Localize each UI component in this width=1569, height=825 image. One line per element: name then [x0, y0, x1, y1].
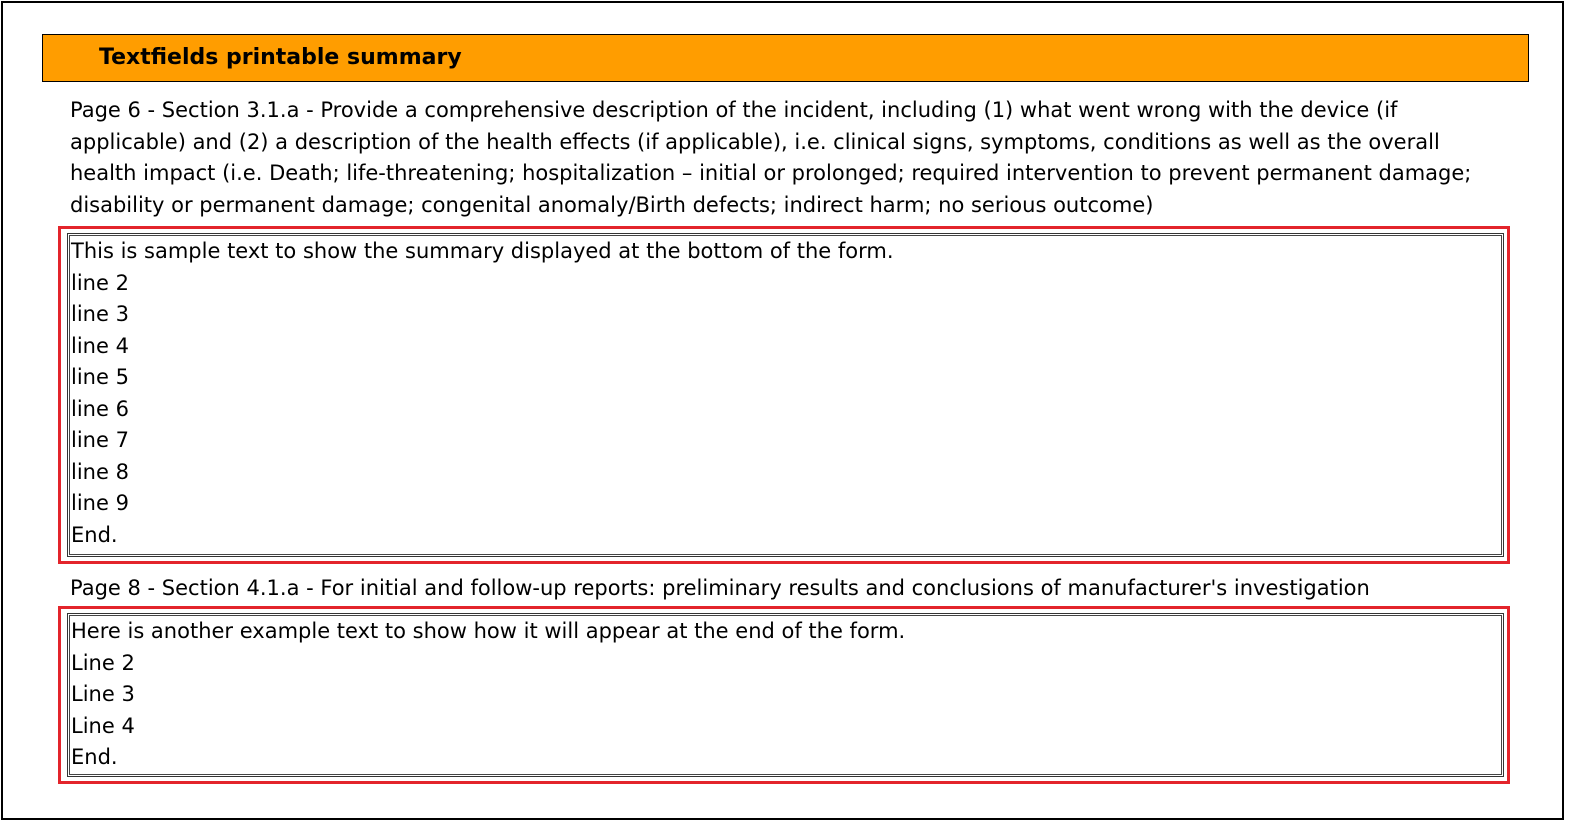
textfield-line: Line 2 [71, 650, 135, 675]
textfield-line: line 2 [71, 270, 129, 295]
section-4-1-a-textfield [67, 613, 1504, 777]
textfield-line: End. [71, 522, 118, 547]
textfield-line: line 6 [71, 396, 129, 421]
textfield-line: line 7 [71, 428, 129, 452]
section-3-1-a-textfield [67, 233, 1504, 557]
section-3-1-a-highlight [58, 226, 1510, 564]
textfield-line: line 4 [71, 333, 129, 358]
textfield-line: End. [71, 745, 118, 769]
textfield-line: line 8 [71, 459, 129, 484]
textfield-line: Line 4 [71, 713, 135, 738]
textfield-line: line 9 [71, 491, 129, 515]
textfield-line: Here is another example text to show how it will appear at the end of the form. [71, 619, 906, 643]
section-4-1-a-label: Page 8 - Section 4.1.a - For initial and follow-up reports: preliminary results and conclusions of manufacturer's investigation [70, 576, 1370, 600]
textfield-line: This is sample text to show the summary displayed at the bottom of the form. [71, 239, 894, 263]
textfield-line: line 5 [71, 365, 129, 389]
textfield-line: line 3 [71, 302, 129, 326]
textfield-line: Line 3 [71, 682, 135, 706]
summary-title: Textfields printable summary [99, 45, 462, 70]
section-3-1-a-label: Page 6 - Section 3.1.a - Provide a comprehensive description of the incident, including (1) what went wrong with the device (if applicable) and (2) a description of the health effects (if applicable), i.e. clinical signs, symptoms, conditions as well as the overall health impact (i.e. Death; life-threatening; hospitalization – initial or prolonged; required intervention to prevent permanent damage; disability or permanent damage; congenital anomaly/Birth defects; indirect harm; no serious outcome) [70, 98, 1472, 217]
section-4-1-a-highlight [58, 606, 1510, 784]
summary-header [42, 34, 1529, 82]
